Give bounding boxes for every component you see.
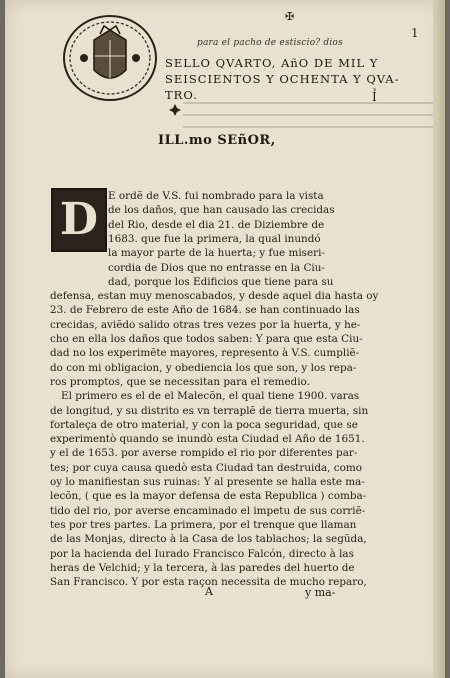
body-line: lecõn, ( que es la mayor defensa de esta Republica ) comba- — [50, 490, 367, 503]
body-line: tido del rio, por averse encaminado el impetu de sus corriẽ- — [50, 504, 366, 517]
seal-mark: Ỉ — [372, 90, 377, 104]
body-line: por la hacienda del Iurado Francisco Falcón, directo à las — [50, 547, 354, 560]
body-line: tes; por cuya causa quedò esta Ciudad tan destruida, como — [50, 461, 362, 474]
cross-mark: ✠ — [285, 10, 295, 23]
body-line: cho en ella los daños que todos saben: Y para que esta Ciu- — [50, 333, 363, 345]
catchword: y ma- — [305, 586, 336, 599]
body-line: E ordẽ de V.S. fui nombrado para la vista — [108, 190, 324, 202]
body-line: dad no los experimẽte mayores, represento à V.S. cumpliẽ- — [50, 347, 360, 360]
seal-heading-line-2: SEISCIENTOS Y OCHENTA Y QVA- — [165, 72, 400, 86]
page-edge — [433, 0, 445, 678]
drop-cap-initial — [51, 188, 107, 252]
body-line: do con mi obligacion, y obediencia los que son, y los repa- — [50, 361, 357, 374]
body-line: crecidas, aviẽdo salido otras tres vezes por la huerta, y he- — [50, 318, 361, 331]
body-line: la mayor parte de la huerta; y fue miseri- — [108, 247, 325, 260]
body-line: de los daños, que han causado las crecidas — [108, 204, 335, 217]
body-line: de las Monjas, directo à la Casa de los tablachos; la segũda, — [50, 533, 367, 546]
fleuron-ornament-icon — [168, 103, 182, 117]
body-line: oy lo manifiestan sus ruinas: Y al presente se halla este ma- — [50, 476, 365, 488]
body-line: y el de 1653. por averse rompido el rio por diferentes par- — [50, 447, 358, 460]
body-line: tes por tres partes. La primera, por el trenque que llaman — [50, 518, 357, 531]
body-line: experimentò quando se inundò esta Ciudad el Año de 1651. — [50, 433, 365, 446]
body-line: 1683. que fue la primera, la qual inundó — [108, 232, 321, 245]
handwritten-note: para el pacho de estiscio? dios — [197, 38, 343, 48]
seal-heading-line-1: SELLO QVARTO, AñO DE MIL Y — [165, 56, 379, 70]
body-line: San Francisco. Y por esta raçon necessita de mucho reparo, — [50, 576, 367, 589]
body-line: heras de Velchid; y la tercera, à las paredes del huerto de — [50, 561, 355, 574]
body-line: defensa, estan muy menoscabados, y desde aquel dia hasta oy — [50, 290, 379, 303]
salutation-heading: ILL.mo SEñOR, — [158, 133, 276, 148]
document-page — [5, 0, 445, 678]
body-line: ros promptos, que se necessitan para el remedio. — [50, 375, 310, 388]
body-line: del Rio, desde el dia 21. de Diziembre de — [108, 218, 325, 231]
page-number: 1 — [411, 26, 419, 40]
seal-heading-line-3: TRO. — [165, 88, 198, 102]
body-line: 23. de Febrero de este Año de 1684. se han continuado las — [50, 304, 360, 317]
body-line: fortaleça de otro material, y con la poca seguridad, que se — [50, 418, 358, 431]
signature-mark: A — [205, 585, 213, 598]
body-line: cordia de Dios que no entrasse en la Ciu- — [108, 261, 325, 274]
body-line: de longitud, y su distrito es vn terraplẽ de tierra muerta, sin — [50, 404, 369, 417]
body-line: El primero es el de el Malecõn, el qual tiene 1900. varas — [61, 390, 360, 403]
body-line: dad, porque los Edificios que tiene para su — [108, 275, 334, 288]
drop-cap-letter: D — [59, 194, 99, 245]
royal-seal-stamp — [60, 12, 160, 104]
